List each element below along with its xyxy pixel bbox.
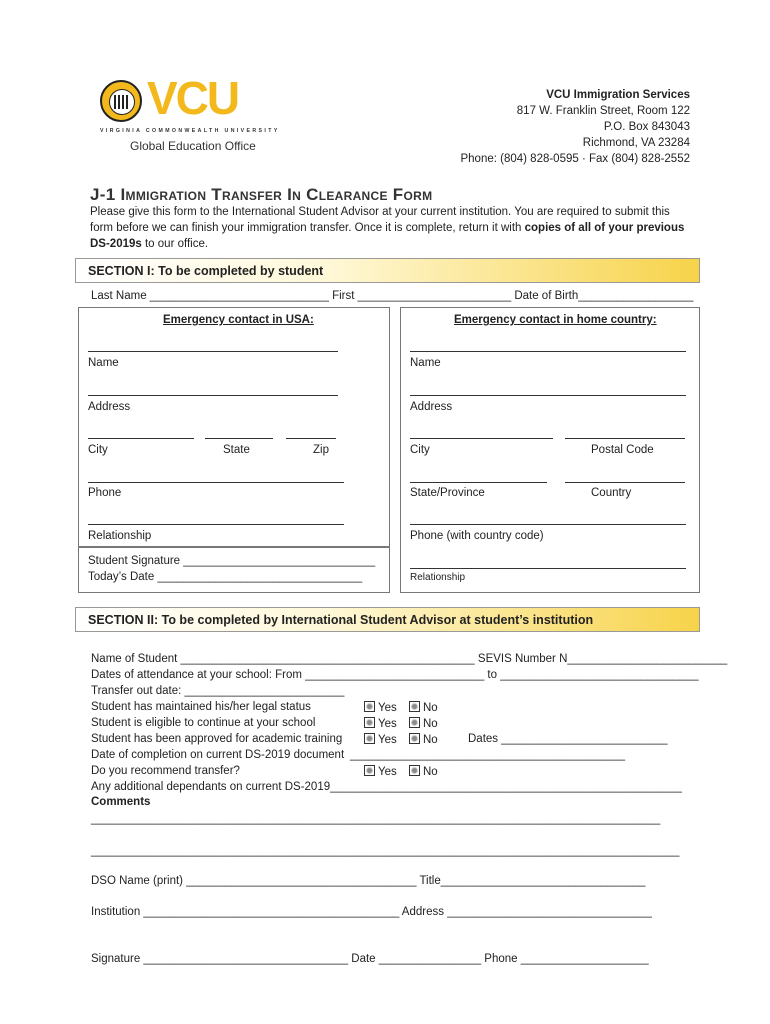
home-contact-title: Emergency contact in home country: (454, 314, 657, 326)
recommend-transfer-question: Do you recommend transfer? (91, 765, 240, 777)
section-2-header: SECTION II: To be completed by International Student Advisor at student’s institution (75, 607, 700, 632)
usa-state-line[interactable] (205, 438, 273, 439)
completion-date-question: Date of completion on current DS-2019 document (91, 749, 345, 761)
home-name-line[interactable] (410, 351, 686, 352)
eligible-no[interactable]: No (409, 717, 438, 730)
academic-training-dates[interactable]: Dates __________________________ (468, 733, 668, 745)
city-state-zip: Richmond, VA 23284 (582, 137, 690, 149)
eligible-question: Student is eligible to continue at your school (91, 717, 316, 729)
usa-relationship-label: Relationship (88, 530, 152, 542)
legal-status-yes[interactable]: Yes (364, 701, 397, 714)
usa-phone-line[interactable] (88, 482, 344, 483)
vcu-wordmark: VCU (147, 72, 239, 124)
usa-name-label: Name (88, 357, 119, 369)
name-of-student-field[interactable]: Name of Student ______________________________________________ SEVIS Number N_________________________ (91, 653, 728, 665)
legal-status-no[interactable]: No (409, 701, 438, 714)
academic-training-question: Student has been approved for academic training (91, 733, 343, 745)
comments-label: Comments (91, 796, 151, 808)
home-city-label: City (410, 444, 430, 456)
emergency-usa-box (78, 307, 390, 547)
usa-state-label: State (223, 444, 250, 456)
comments-line-1[interactable]: _________________________________________________________________________________________ (91, 813, 661, 825)
recommend-yes[interactable]: Yes (364, 765, 397, 778)
emergency-home-box (400, 307, 700, 593)
academic-training-yes[interactable]: Yes (364, 733, 397, 746)
usa-phone-label: Phone (88, 487, 122, 499)
org-name: VCU Immigration Services (546, 89, 690, 101)
intro-paragraph: Please give this form to the International Student Advisor at your current institution. You are required to submit this form before we can finish your immigration transfer. Once it is complete, return it with copies of all of your previous DS-2019s to our office. (90, 206, 685, 250)
usa-name-line[interactable] (88, 351, 338, 352)
home-city-line[interactable] (410, 438, 553, 439)
home-phone-label: Phone (with country code) (410, 530, 544, 542)
recommend-no[interactable]: No (409, 765, 438, 778)
todays-date-field[interactable]: Today’s Date ________________________________ (88, 571, 363, 583)
usa-zip-label: Zip (313, 444, 329, 456)
form-title: J-1 Immigration Transfer In Clearance Form (90, 185, 433, 204)
completion-date-line[interactable]: ___________________________________________ (350, 749, 626, 761)
usa-address-line[interactable] (88, 395, 338, 396)
home-address-label: Address (410, 401, 453, 413)
legal-status-question: Student has maintained his/her legal status (91, 701, 311, 713)
eligible-yes[interactable]: Yes (364, 717, 397, 730)
home-postal-label: Postal Code (591, 444, 654, 456)
academic-training-no[interactable]: No (409, 733, 438, 746)
checkbox-icon (409, 701, 420, 712)
usa-relationship-line[interactable] (88, 524, 344, 525)
advisor-signature-field[interactable]: Signature ________________________________ Date ________________ Phone ____________________ (91, 953, 649, 965)
dso-name-field[interactable]: DSO Name (print) ____________________________________ Title________________________________ (91, 875, 646, 887)
dates-attendance-field[interactable]: Dates of attendance at your school: From ____________________________ to _______________________________ (91, 669, 699, 681)
checkbox-icon (364, 765, 375, 776)
checkbox-icon (409, 733, 420, 744)
student-name-row[interactable]: Last Name ____________________________ First ________________________ Date of Birth__________________ (91, 290, 694, 302)
home-name-label: Name (410, 357, 441, 369)
usa-contact-title: Emergency contact in USA: (163, 314, 314, 326)
university-name-line: VIRGINIA COMMONWEALTH UNIVERSITY (100, 128, 280, 134)
institution-field[interactable]: Institution ________________________________________ Address ________________________________ (91, 906, 652, 918)
phone-fax: Phone: (804) 828-0595 · Fax (804) 828-2552 (460, 153, 690, 165)
home-state-label: State/Province (410, 487, 485, 499)
checkbox-icon (364, 717, 375, 728)
po-box: P.O. Box 843043 (603, 121, 690, 133)
checkbox-icon (364, 733, 375, 744)
street-address: 817 W. Franklin Street, Room 122 (516, 105, 690, 117)
home-postal-line[interactable] (565, 438, 685, 439)
dependants-field[interactable]: Any additional dependants on current DS-2019_______________________________________________________ (91, 781, 682, 793)
checkbox-icon (409, 717, 420, 728)
home-phone-line[interactable] (410, 524, 686, 525)
home-country-line[interactable] (565, 482, 685, 483)
student-signature-box (78, 547, 390, 593)
home-country-label: Country (591, 487, 632, 499)
comments-line-2[interactable]: ____________________________________________________________________________________________ (91, 845, 680, 857)
usa-zip-line[interactable] (286, 438, 336, 439)
office-name: Global Education Office (130, 139, 256, 153)
usa-city-line[interactable] (88, 438, 194, 439)
home-relationship-label: Relationship (410, 572, 466, 583)
home-address-line[interactable] (410, 395, 686, 396)
office-address (460, 87, 690, 167)
home-state-line[interactable] (410, 482, 547, 483)
usa-address-label: Address (88, 401, 131, 413)
usa-city-label: City (88, 444, 108, 456)
student-signature-field[interactable]: Student Signature ______________________________ (88, 555, 376, 567)
checkbox-icon (364, 701, 375, 712)
checkbox-icon (409, 765, 420, 776)
home-relationship-line[interactable] (410, 568, 686, 569)
vcu-seal-logo (100, 80, 142, 122)
transfer-out-date-field[interactable]: Transfer out date: _________________________ (91, 685, 345, 697)
section-1-header: SECTION I: To be completed by student (75, 258, 700, 283)
